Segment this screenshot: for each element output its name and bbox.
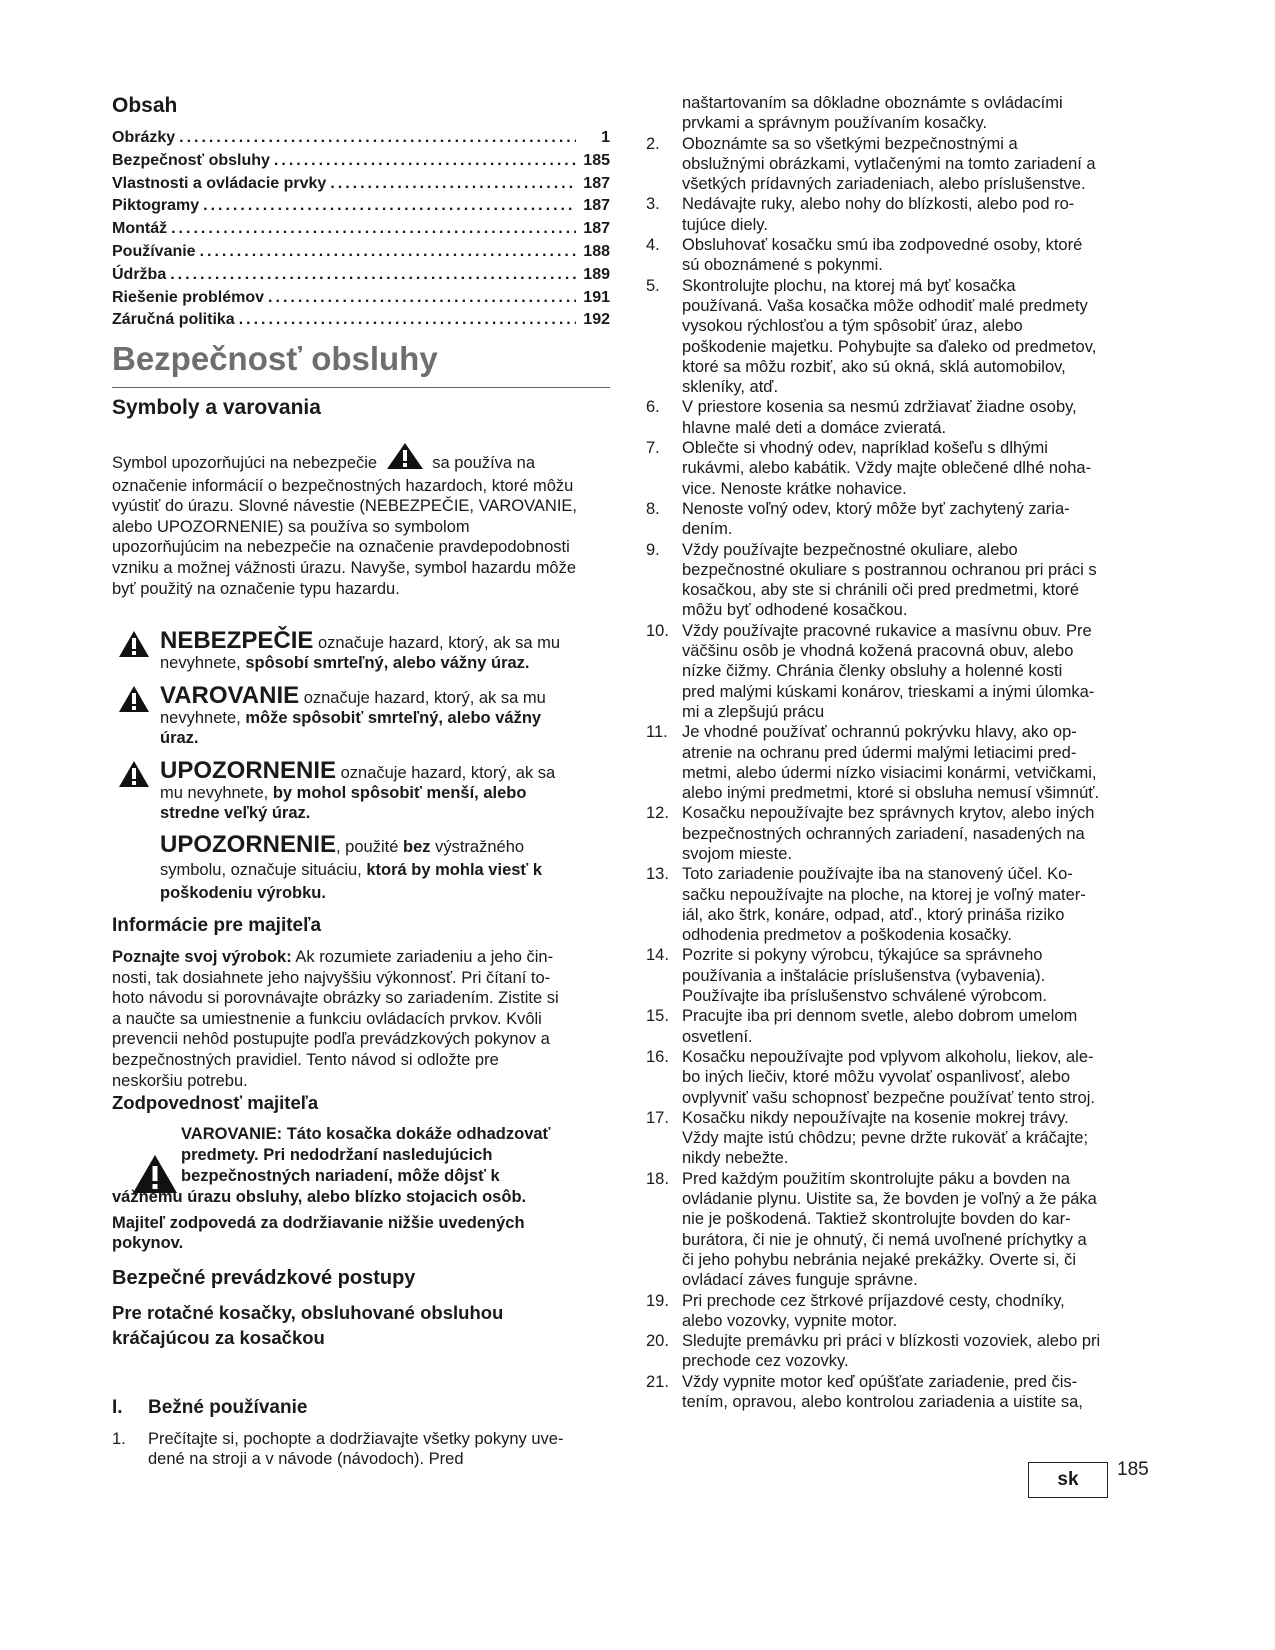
list-item-line: kosačkou, aby ste si chránili oči pred predmetmi, ktoré <box>682 581 1080 600</box>
toc-entry-label: Montáž <box>112 220 168 238</box>
intro-line: byť použitý na označenie typu hazardu. <box>112 579 400 598</box>
caution-bold: stredne veľký úraz. <box>160 803 311 822</box>
list-item <box>646 397 1166 438</box>
list-item-line: Prečítajte si, pochopte a dodržiavajte všetky pokyny uve- <box>148 1430 564 1448</box>
list-item-text <box>646 1006 1166 1047</box>
list-item-number: 1. <box>112 1430 126 1448</box>
list-item <box>646 276 1166 398</box>
section-i-title: Bežné používanie <box>148 1397 308 1418</box>
procedures-heading: Bezpečné prevádzkové postupy <box>112 1267 416 1289</box>
table-of-contents <box>112 127 610 332</box>
list-item-line: Je vhodné používať ochrannú pokrývku hlavy, ako op- <box>682 723 1077 742</box>
toc-leader-dots <box>166 264 576 287</box>
list-item-line: ovládanie plynu. Uistite sa, že bovden je voľný a že páka <box>682 1190 1097 1209</box>
toc-entry[interactable] <box>112 150 610 173</box>
list-item <box>646 194 1166 235</box>
list-item-number: 4. <box>646 236 660 255</box>
list-item-line: burátora, či nie je ohnutý, či nemá uvoľnené príchytky a <box>682 1230 1087 1249</box>
list-item-line: iál, ako štrk, konáre, odpad, atď., ktorý prináša riziko <box>682 905 1065 924</box>
list-item-line: Sledujte premávku pri práci v blízkosti vozoviek, alebo pri <box>682 1332 1101 1351</box>
list-item-number: 18. <box>646 1169 669 1188</box>
list-item-line: skleníky, atď. <box>682 378 779 397</box>
list-item-number: 7. <box>646 439 660 458</box>
list-item-line: prvkami a správnym používaním kosačky. <box>682 114 988 133</box>
list-item-number: 19. <box>646 1291 669 1310</box>
list-item-line: Kosačku nepoužívajte bez správnych krytov, alebo iných <box>682 804 1095 823</box>
toc-entry[interactable] <box>112 309 610 332</box>
list-item-line: používaná. Vaša kosačka môže odhodiť malé predmety <box>682 296 1088 315</box>
list-item-line: hlavne malé deti a domáce zvieratá. <box>682 418 947 437</box>
notice-text: , použité <box>336 838 403 856</box>
owner-info-line: prevencii nehôd postupujte podľa prevádzkových pokynov a <box>112 1030 550 1049</box>
list-item-number: 3. <box>646 195 660 214</box>
list-item-line: sačku nepoužívajte na ploche, na ktorej je voľný mater- <box>682 885 1086 904</box>
list-item <box>646 722 1166 803</box>
toc-leader-dots <box>199 195 576 218</box>
toc-entry-page: 188 <box>583 242 610 260</box>
list-item <box>646 1291 1166 1332</box>
warning-text: označuje hazard, ktorý, ak sa mu <box>299 689 546 707</box>
list-item-text <box>646 1291 1166 1332</box>
list-item-line: naštartovaním sa dôkladne oboznámte s ovládacími <box>682 94 1063 112</box>
procedures-subheading-line: kráčajúcou za kosačkou <box>112 1327 325 1348</box>
danger-text: označuje hazard, ktorý, ak sa mu <box>313 634 561 652</box>
procedures-subheading-line: Pre rotačné kosačky, obsluhované obsluhou <box>112 1302 504 1323</box>
toc-entry-label: Bezpečnosť obsluhy <box>112 151 270 169</box>
owner-info-line: nosti, tak dosiahnete jeho najvyššiu výkonnosť. Pri čítaní to- <box>112 968 551 987</box>
danger-text: nevyhnete, <box>160 654 246 672</box>
symbols-heading: Symboly a varovania <box>112 396 321 419</box>
list-item-line: pred malými kúskami konárov, trieskami a inými úlomka- <box>682 682 1095 701</box>
list-item-line: Nenoste voľný odev, ktorý môže byť zachytený zaria- <box>682 499 1070 518</box>
list-item-line: odhodenia predmetov a poškodenia kosačky. <box>682 926 1012 945</box>
list-item-line: či jeho pohybu nebránia nejaké prekážky. Overte si, či <box>682 1250 1077 1269</box>
toc-entry-page: 189 <box>583 265 610 283</box>
list-item <box>646 864 1166 945</box>
owner-warning-line: bezpečnostných nariadení, môže dôjsť k <box>181 1167 500 1185</box>
intro-line: vyústiť do úrazu. Slovné návestie (NEBEZPEČIE, VAROVANIE, <box>112 497 578 516</box>
list-item-line: nízke čižmy. Chránia členky obsluhy a holenné kosti <box>682 662 1063 681</box>
list-item-line: Kosačku nepoužívajte pod vplyvom alkoholu, liekov, ale- <box>682 1047 1094 1066</box>
list-item-line: Oboznámte sa so všetkými bezpečnostnými a <box>682 134 1018 153</box>
owner-note-line: Majiteľ zodpovedá za dodržiavanie nižšie uvedených <box>112 1214 525 1232</box>
toc-entry-label: Vlastnosti a ovládacie prvky <box>112 174 327 192</box>
title-divider <box>112 387 610 388</box>
intro-line: vzniku a možnej vážnosti úrazu. Navyše, symbol hazardu môže <box>112 558 577 577</box>
list-item <box>646 499 1166 540</box>
toc-leader-dots <box>264 287 576 310</box>
list-item <box>646 803 1166 864</box>
intro-line: označenie informácií o bezpečnostných hazardoch, ktoré môžu <box>112 476 574 495</box>
toc-entry[interactable] <box>112 218 610 241</box>
list-item-text <box>646 134 1166 195</box>
list-item-number: 6. <box>646 398 660 417</box>
owner-info-line: a naučte sa umiestnenie a funkciu ovládacích prvkov. Kvôli <box>112 1009 542 1028</box>
danger-word: NEBEZPEČIE <box>160 627 314 654</box>
list-item-number: 16. <box>646 1047 669 1066</box>
list-item <box>646 1047 1166 1108</box>
list-item <box>646 1331 1166 1372</box>
list-item-number: 13. <box>646 865 669 884</box>
list-item-line: Vždy používajte pracovné rukavice a masívnu obuv. Pre <box>682 621 1092 640</box>
list-item <box>646 1108 1166 1169</box>
toc-entry-label: Záručná politika <box>112 311 235 329</box>
notice-word: UPOZORNENIE <box>160 831 337 858</box>
list-item <box>646 1372 1166 1413</box>
list-item-line: ktoré sa môžu rozbiť, ako sú okná, sklá automobilov, <box>682 357 1066 376</box>
danger-bold: spôsobí smrteľný, alebo vážny úraz. <box>245 654 530 672</box>
caution-bold: by mohol spôsobiť menší, alebo <box>272 784 527 802</box>
list-item-line: ovládací záves funguje správne. <box>682 1271 918 1290</box>
list-item-number: 20. <box>646 1332 669 1351</box>
warning-bold: môže spôsobiť smrteľný, alebo vážny <box>245 709 542 727</box>
left-instruction-list <box>112 1429 620 1470</box>
list-item-line: mi a zlepšujú prácu <box>682 702 825 721</box>
list-item-number: 11. <box>646 723 668 742</box>
toc-entry-page: 187 <box>583 197 610 215</box>
list-item-line: ovplyvniť vašu schopnosť bezpečne používať tento stroj. <box>682 1088 1095 1107</box>
list-item-line: Obsluhovať kosačku smú iba zodpovedné osoby, ktoré <box>682 236 1083 255</box>
toc-leader-dots <box>270 150 576 173</box>
list-item-text <box>646 722 1166 803</box>
list-item-number: 5. <box>646 276 660 295</box>
list-item-line: Skontrolujte plochu, na ktorej má byť kosačka <box>682 276 1016 295</box>
list-item-text <box>646 438 1166 499</box>
owner-warning-line: predmety. Pri nedodržaní nasledujúcich <box>181 1146 493 1164</box>
list-item-text <box>646 194 1166 235</box>
toc-entry[interactable] <box>112 195 610 218</box>
toc-entry[interactable] <box>112 173 610 196</box>
list-item-text <box>646 803 1166 864</box>
language-badge: sk <box>1028 1462 1108 1498</box>
notice-bold: ktorá by mohla viesť k <box>366 861 543 879</box>
warning-word: VAROVANIE <box>160 682 300 709</box>
notice-bold: bez <box>402 838 431 856</box>
list-item-line: Pracujte iba pri dennom svetle, alebo dobrom umelom <box>682 1007 1078 1026</box>
owner-info-heading: Informácie pre majiteľa <box>112 915 322 936</box>
owner-info-paragraph <box>112 947 620 1091</box>
alert-triangle-icon <box>386 442 424 476</box>
caution-triangle-icon <box>118 760 150 793</box>
list-item-line: rukávmi, alebo kabátik. Vždy majte oblečené dlhé noha- <box>682 459 1092 478</box>
list-item-line: bezpečnostných ochranných zariadení, nasadených na <box>682 824 1085 843</box>
list-item-text <box>646 1169 1166 1291</box>
section-i-number: I. <box>112 1397 123 1418</box>
toc-leader-dots <box>167 218 576 241</box>
list-item-text <box>646 276 1166 398</box>
intro-text-b: sa používa na <box>432 454 536 472</box>
toc-entry-page: 192 <box>583 311 610 329</box>
toc-entry-page: 187 <box>583 220 610 238</box>
owner-info-line: neskoršiu potrebu. <box>112 1071 248 1090</box>
list-item-text <box>646 499 1166 540</box>
list-item-line: bezpečnostné okuliare s postrannou ochranou pri práci s <box>682 560 1097 579</box>
list-item-text <box>112 1429 620 1470</box>
caution-text: mu nevyhnete, <box>160 784 273 802</box>
notice-bold: poškodeniu výrobku. <box>160 884 326 902</box>
list-item <box>646 134 1166 195</box>
list-item-text <box>646 1331 1166 1372</box>
owner-warning-line: vážnemu úrazu obsluhy, alebo blízko stojacich osôb. <box>112 1188 527 1206</box>
page-number: 185 <box>1117 1459 1149 1480</box>
procedures-subheading <box>112 1300 503 1350</box>
list-item <box>112 1429 620 1470</box>
list-item-text <box>646 397 1166 438</box>
list-item-text <box>646 1372 1166 1413</box>
list-item <box>646 1169 1166 1291</box>
toc-entry[interactable] <box>112 127 610 150</box>
list-item-line: prechode cez vozovky. <box>682 1352 849 1371</box>
list-item-line: Vždy majte istú chôdzu; pevne držte rukoväť a kráčajte; <box>682 1129 1089 1148</box>
list-item-line: tením, opravou, alebo kontrolou zariadenia a uistite sa, <box>682 1393 1083 1411</box>
danger-triangle-icon <box>118 630 150 663</box>
list-item-line: atrenie na ochranu pred údermi malými letiacimi pred- <box>682 743 1077 762</box>
toc-heading: Obsah <box>112 94 178 117</box>
list-item-number: 2. <box>646 134 660 153</box>
list-item <box>646 1006 1166 1047</box>
caution-text: označuje hazard, ktorý, ak sa <box>336 764 556 782</box>
list-item-number: 10. <box>646 621 669 640</box>
list-item-number: 17. <box>646 1108 669 1127</box>
owner-info-line: hoto návodu si porovnávajte obrázky so zariadením. Zistite si <box>112 989 559 1008</box>
list-item <box>646 235 1166 276</box>
toc-entry-page: 1 <box>601 129 610 146</box>
toc-entry[interactable] <box>112 241 610 264</box>
toc-entry-label: Používanie <box>112 242 196 260</box>
list-item-line: osvetlení. <box>682 1027 753 1046</box>
list-item <box>646 621 1166 722</box>
list-item-line: Pozrite si pokyny výrobcu, týkajúce sa správneho <box>682 946 1043 965</box>
list-item-line: Pri prechode cez štrkové príjazdové cesty, chodníky, <box>682 1291 1065 1310</box>
toc-leader-dots <box>175 127 576 150</box>
intro-text-a: Symbol upozorňujúci na nebezpečie <box>112 454 378 472</box>
toc-entry-label: Obrázky <box>112 129 176 146</box>
list-item-line: Používajte iba príslušenstvo schválené výrobcom. <box>682 987 1048 1006</box>
toc-leader-dots <box>196 241 576 264</box>
symbols-intro <box>112 442 620 599</box>
list-item-line: bo iných liečiv, ktoré môžu vyvolať ospanlivosť, alebo <box>682 1068 1071 1087</box>
list-item-text <box>646 621 1166 722</box>
list-item-line: môžu byť odhodené kosačkou. <box>682 601 908 620</box>
list-item-line: Vždy používajte bezpečnostné okuliare, alebo <box>682 540 1018 559</box>
list-item-line: vysokou rýchlosťou a tým spôsobiť úraz, alebo <box>682 317 1023 336</box>
notice-text: symbolu, označuje situáciu, <box>160 861 367 879</box>
list-item-number: 14. <box>646 946 669 965</box>
list-item-line: Vždy vypnite motor keď opúšťate zariadenie, pred čis- <box>682 1372 1078 1391</box>
caution-word: UPOZORNENIE <box>160 757 337 784</box>
list-item-number: 8. <box>646 499 660 518</box>
list-item-line: používania a inštalácie príslušenstva (vybavenia). <box>682 966 1046 985</box>
toc-entry-label: Piktogramy <box>112 197 200 215</box>
list-item-line: sú oboznámené s pokynmi. <box>682 256 883 275</box>
intro-line: upozorňujúcim na nebezpečie na označenie pravdepodobnosti <box>112 538 570 557</box>
list-item <box>646 438 1166 499</box>
list-item-line: vice. Nenoste krátke nohavice. <box>682 479 907 498</box>
list-item-number: 21. <box>646 1372 669 1391</box>
warning-text: nevyhnete, <box>160 709 246 727</box>
owner-resp-note <box>112 1213 620 1254</box>
toc-entry[interactable] <box>112 287 610 310</box>
toc-entry-label: Riešenie problémov <box>112 288 265 306</box>
list-item-text <box>646 93 1166 134</box>
list-item-line: poškodenie majetku. Pohybujte sa ďaleko od predmetov, <box>682 337 1097 356</box>
owner-info-lead: Poznajte svoj výrobok: <box>112 948 292 966</box>
list-item-line: tujúce diely. <box>682 215 768 234</box>
list-item-line: Kosačku nikdy nepoužívajte na kosenie mokrej trávy. <box>682 1108 1069 1127</box>
owner-warning-line: VAROVANIE: Táto kosačka dokáže odhadzovať <box>181 1125 551 1143</box>
list-item-line: nie je poškodená. Taktiež skontrolujte bovden do kar- <box>682 1210 1071 1229</box>
toc-entry-label: Údržba <box>112 265 167 283</box>
list-item <box>646 540 1166 621</box>
toc-entry-page: 191 <box>583 288 610 306</box>
toc-entry-page: 185 <box>583 151 610 169</box>
list-item-line: metmi, alebo údermi nízko visiacimi konármi, vetvičkami, <box>682 763 1097 782</box>
list-item-line: svojom mieste. <box>682 844 793 863</box>
list-item-line: nikdy nebežte. <box>682 1149 789 1168</box>
list-item-number: 9. <box>646 540 660 559</box>
list-item <box>646 93 1166 134</box>
list-item-text <box>646 540 1166 621</box>
list-item-text <box>646 1108 1166 1169</box>
owner-info-line: Ak rozumiete zariadeniu a jeho čin- <box>291 948 554 966</box>
list-item-number: 12. <box>646 804 669 823</box>
list-item-line: V priestore kosenia sa nesmú zdržiavať žiadne osoby, <box>682 398 1077 417</box>
list-item-text <box>646 1047 1166 1108</box>
list-item-text <box>646 945 1166 1006</box>
list-item-line: Toto zariadenie používajte iba na stanovený účel. Ko- <box>682 865 1073 884</box>
list-item-line: alebo inými predmetmi, ktoré si obsluha nemusí všimnúť. <box>682 784 1100 803</box>
toc-entry-page: 187 <box>583 174 610 192</box>
owner-resp-heading: Zodpovednosť majiteľa <box>112 1092 319 1113</box>
notice-text: výstražného <box>430 838 525 856</box>
list-item-text <box>646 864 1166 945</box>
toc-entry[interactable] <box>112 264 610 287</box>
warning-triangle-icon <box>118 685 150 718</box>
list-item-line: Nedávajte ruky, alebo nohy do blízkosti, alebo pod ro- <box>682 195 1075 214</box>
list-item <box>646 945 1166 1006</box>
list-item-line: všetkých prídavných zariadeniach, alebo príslušenstve. <box>682 175 1086 194</box>
list-item-number: 15. <box>646 1007 669 1026</box>
owner-note-line: pokynov. <box>112 1234 184 1253</box>
list-item-line: obslužnými obrázkami, vytlačenými na tomto zariadení a <box>682 154 1096 173</box>
list-item-line: Pred každým použitím skontrolujte páku a bovden na <box>682 1169 1070 1188</box>
list-item-line: alebo vozovky, vypnite motor. <box>682 1311 898 1330</box>
list-item-line: Oblečte si vhodný odev, napríklad košeľu s dlhými <box>682 439 1048 458</box>
list-item-line: dené na stroji a v návode (návodoch). Pred <box>148 1450 464 1469</box>
right-instruction-list <box>646 93 1166 1412</box>
toc-leader-dots <box>235 309 576 332</box>
toc-leader-dots <box>326 173 576 196</box>
list-item-text <box>646 235 1166 276</box>
warning-bold: úraz. <box>160 728 199 747</box>
list-item-line: väčšinu osôb je vhodná kožená pracovná obuv, alebo <box>682 642 1074 661</box>
intro-line: alebo UPOZORNENIE) sa používa so symbolom <box>112 517 470 536</box>
page-title: Bezpečnosť obsluhy <box>112 340 438 377</box>
owner-info-line: bezpečnostných pravidiel. Tento návod si odložte pre <box>112 1050 499 1069</box>
list-item-line: dením. <box>682 520 733 539</box>
